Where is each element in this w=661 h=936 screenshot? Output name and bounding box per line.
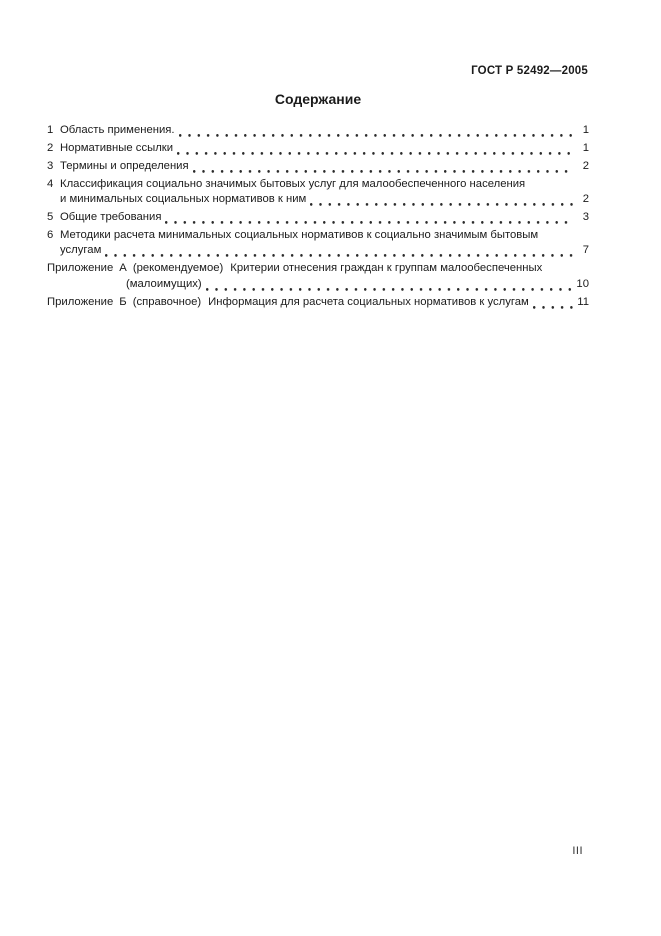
toc-item-text: Термины и определения [60, 160, 189, 172]
toc-page-number: 1 [582, 142, 589, 154]
dot-leader [193, 157, 573, 175]
toc-page-number: 10 [576, 278, 589, 290]
toc-item-number: 1 [47, 124, 54, 136]
document-code: ГОСТ Р 52492—2005 [471, 65, 588, 77]
page-folio-number: III [572, 845, 583, 857]
toc-row-continuation [47, 241, 589, 259]
toc-item-text: (малоимущих) [126, 278, 202, 290]
toc-item-text: Критерии отнесения граждан к группам малообеспеченных [230, 262, 543, 274]
toc-item-text: Общие требования [60, 211, 162, 223]
toc-item-number: 3 [47, 160, 54, 172]
toc-page-number: 1 [582, 124, 589, 136]
toc-item-text: и минимальных социальных нормативов к ним [60, 193, 307, 205]
toc-item-text: услугам [60, 244, 102, 256]
toc-page-number: 11 [577, 296, 589, 308]
toc-row [47, 157, 589, 175]
toc-item-number: 2 [47, 142, 54, 154]
toc-item-text: Классификация социально значимых бытовых услуг для малообеспеченного населения [60, 178, 526, 190]
toc-page-number: 2 [582, 160, 589, 172]
toc-page-number: 7 [582, 244, 589, 256]
toc-item-number: 4 [47, 178, 54, 190]
toc-item-number: 5 [47, 211, 54, 223]
dot-leader [165, 208, 573, 226]
dot-leader [177, 139, 573, 157]
dot-leader [206, 275, 573, 293]
dot-leader [105, 241, 573, 259]
toc-row [47, 208, 589, 226]
appendix-letter: А [119, 262, 127, 274]
appendix-note: (справочное) [132, 296, 202, 308]
toc-page-number: 3 [582, 211, 589, 223]
dot-leader [310, 190, 573, 208]
toc-row-continuation [47, 190, 589, 208]
dot-leader [533, 293, 573, 311]
appendix-label: Приложение [47, 262, 114, 274]
appendix-letter: Б [119, 296, 127, 308]
toc-item-text: Информация для расчета социальных нормативов к услугам [208, 296, 529, 308]
toc-item-text: Методики расчета минимальных социальных нормативов к социально значимым бытовым [60, 229, 539, 241]
toc-item-text: Нормативные ссылки [60, 142, 174, 154]
toc-row-continuation [47, 275, 589, 293]
toc-item-number: 6 [47, 229, 54, 241]
toc-row [47, 121, 589, 139]
contents-title: Содержание [274, 91, 362, 107]
toc-item-text: Область применения. [60, 124, 175, 136]
toc-row-appendix [47, 293, 589, 311]
dot-leader [179, 121, 573, 139]
table-of-contents [47, 121, 589, 311]
toc-page-number: 2 [582, 193, 589, 205]
appendix-note: (рекомендуемое) [132, 262, 224, 274]
appendix-label: Приложение [47, 296, 114, 308]
toc-row [47, 139, 589, 157]
